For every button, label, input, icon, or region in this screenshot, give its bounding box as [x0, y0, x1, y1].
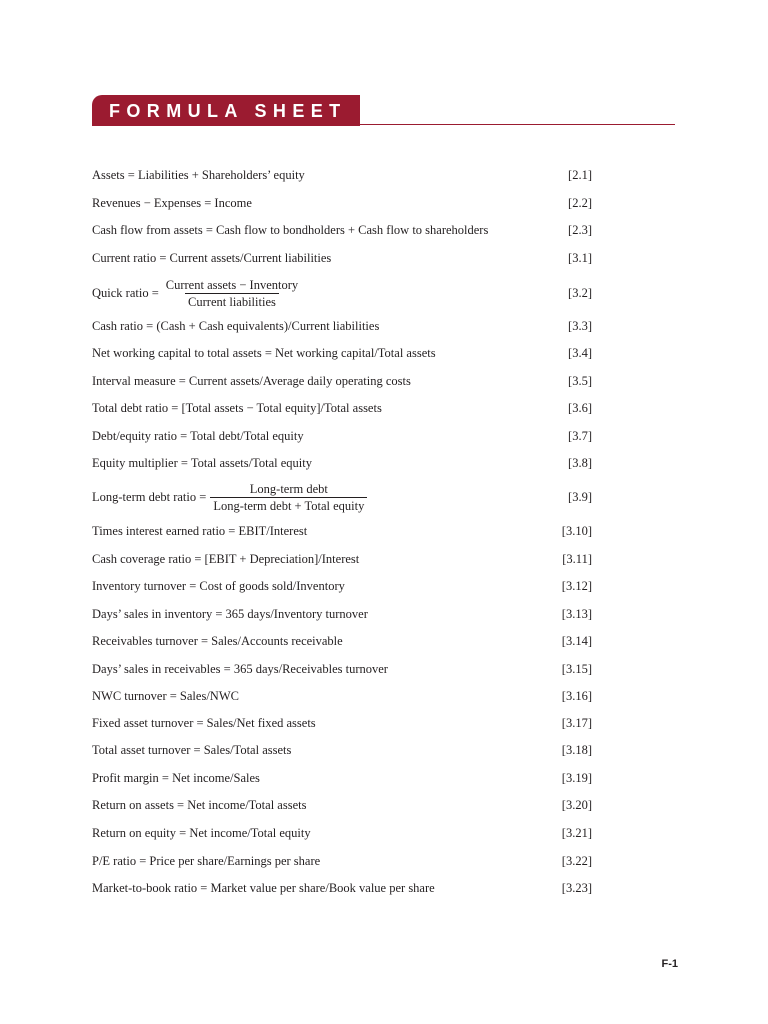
formula-text: Interval measure = Current assets/Average daily operating costs — [92, 374, 411, 388]
equation-number: [3.10] — [561, 524, 592, 538]
header-rule — [356, 124, 675, 125]
fraction-denominator: Long-term debt + Total equity — [210, 497, 367, 513]
formula-text: Total asset turnover = Sales/Total assets — [92, 743, 292, 757]
formula-text: Profit margin = Net income/Sales — [92, 771, 260, 785]
equation-number: [3.8] — [568, 456, 592, 470]
equation-number: [3.9] — [568, 490, 592, 504]
formula-text: Total debt ratio = [Total assets − Total equity]/Total assets — [92, 401, 382, 415]
formula-text: Fixed asset turnover = Sales/Net fixed assets — [92, 716, 316, 730]
formula-lhs: Quick ratio = — [92, 285, 159, 300]
formula-text: NWC turnover = Sales/NWC — [92, 689, 239, 703]
equation-number: [3.23] — [561, 881, 592, 895]
formula-text: Cash flow from assets = Cash flow to bondholders + Cash flow to shareholders — [92, 223, 489, 237]
formula-text: Cash ratio = (Cash + Cash equivalents)/Current liabilities — [92, 319, 380, 333]
formula-text: Return on equity = Net income/Total equity — [92, 826, 311, 840]
formula-text: Debt/equity ratio = Total debt/Total equity — [92, 429, 304, 443]
equation-number: [3.7] — [568, 429, 592, 443]
equation-number: [3.19] — [561, 771, 592, 785]
fraction — [210, 482, 367, 513]
formula-text: P/E ratio = Price per share/Earnings per share — [92, 854, 321, 868]
equation-number: [3.17] — [561, 716, 592, 730]
equation-number: [3.3] — [568, 319, 592, 333]
formula-text: Inventory turnover = Cost of goods sold/Inventory — [92, 579, 345, 593]
equation-number: [3.5] — [568, 374, 592, 388]
formula-text: Cash coverage ratio = [EBIT + Depreciation]/Interest — [92, 552, 360, 566]
formula-row-fraction — [92, 481, 600, 513]
formula-text: Revenues − Expenses = Income — [92, 196, 252, 210]
equation-number: [3.14] — [561, 634, 592, 648]
equation-number: [3.4] — [568, 346, 592, 360]
formula-sheet-header-band — [92, 95, 360, 126]
equation-number: [3.2] — [568, 286, 592, 300]
equation-number: [3.22] — [561, 854, 592, 868]
formula-text: Receivables turnover = Sales/Accounts receivable — [92, 634, 343, 648]
formula-text — [92, 277, 301, 309]
equation-number: [2.1] — [568, 168, 592, 182]
equation-number: [3.6] — [568, 401, 592, 415]
formula-text: Times interest earned ratio = EBIT/Interest — [92, 524, 308, 538]
page-number: F-1 — [661, 958, 678, 970]
formula-text: Current ratio = Current assets/Current liabilities — [92, 251, 332, 265]
equation-number: [3.1] — [568, 251, 592, 265]
equation-number: [3.13] — [561, 607, 592, 621]
fraction-numerator: Current assets − Inventory — [165, 277, 299, 292]
page-title: FORMULA SHEET — [109, 100, 347, 121]
equation-number: [3.12] — [561, 579, 592, 593]
equation-number: [2.3] — [568, 223, 592, 237]
formula-text: Assets = Liabilities + Shareholders’ equity — [92, 168, 305, 182]
equation-number: [2.2] — [568, 196, 592, 210]
formula-text — [92, 481, 367, 513]
formula-text: Return on assets = Net income/Total assets — [92, 798, 307, 812]
formula-text: Market-to-book ratio = Market value per share/Book value per share — [92, 881, 435, 895]
formula-lhs: Long-term debt ratio = — [92, 489, 207, 504]
equation-number: [3.16] — [561, 689, 592, 703]
fraction-denominator: Current liabilities — [185, 293, 279, 309]
formula-row-fraction — [92, 277, 600, 309]
formula-text: Days’ sales in receivables = 365 days/Receivables turnover — [92, 662, 388, 676]
fraction-numerator: Long-term debt — [249, 481, 328, 496]
formula-text: Equity multiplier = Total assets/Total equity — [92, 456, 312, 470]
formula-text: Days’ sales in inventory = 365 days/Inventory turnover — [92, 607, 368, 621]
equation-number: [3.11] — [562, 552, 592, 566]
equation-number: [3.18] — [561, 743, 592, 757]
equation-number: [3.21] — [561, 826, 592, 840]
fraction — [163, 278, 301, 309]
equation-number: [3.15] — [561, 662, 592, 676]
formula-text: Net working capital to total assets = Net working capital/Total assets — [92, 346, 436, 360]
equation-number: [3.20] — [561, 798, 592, 812]
